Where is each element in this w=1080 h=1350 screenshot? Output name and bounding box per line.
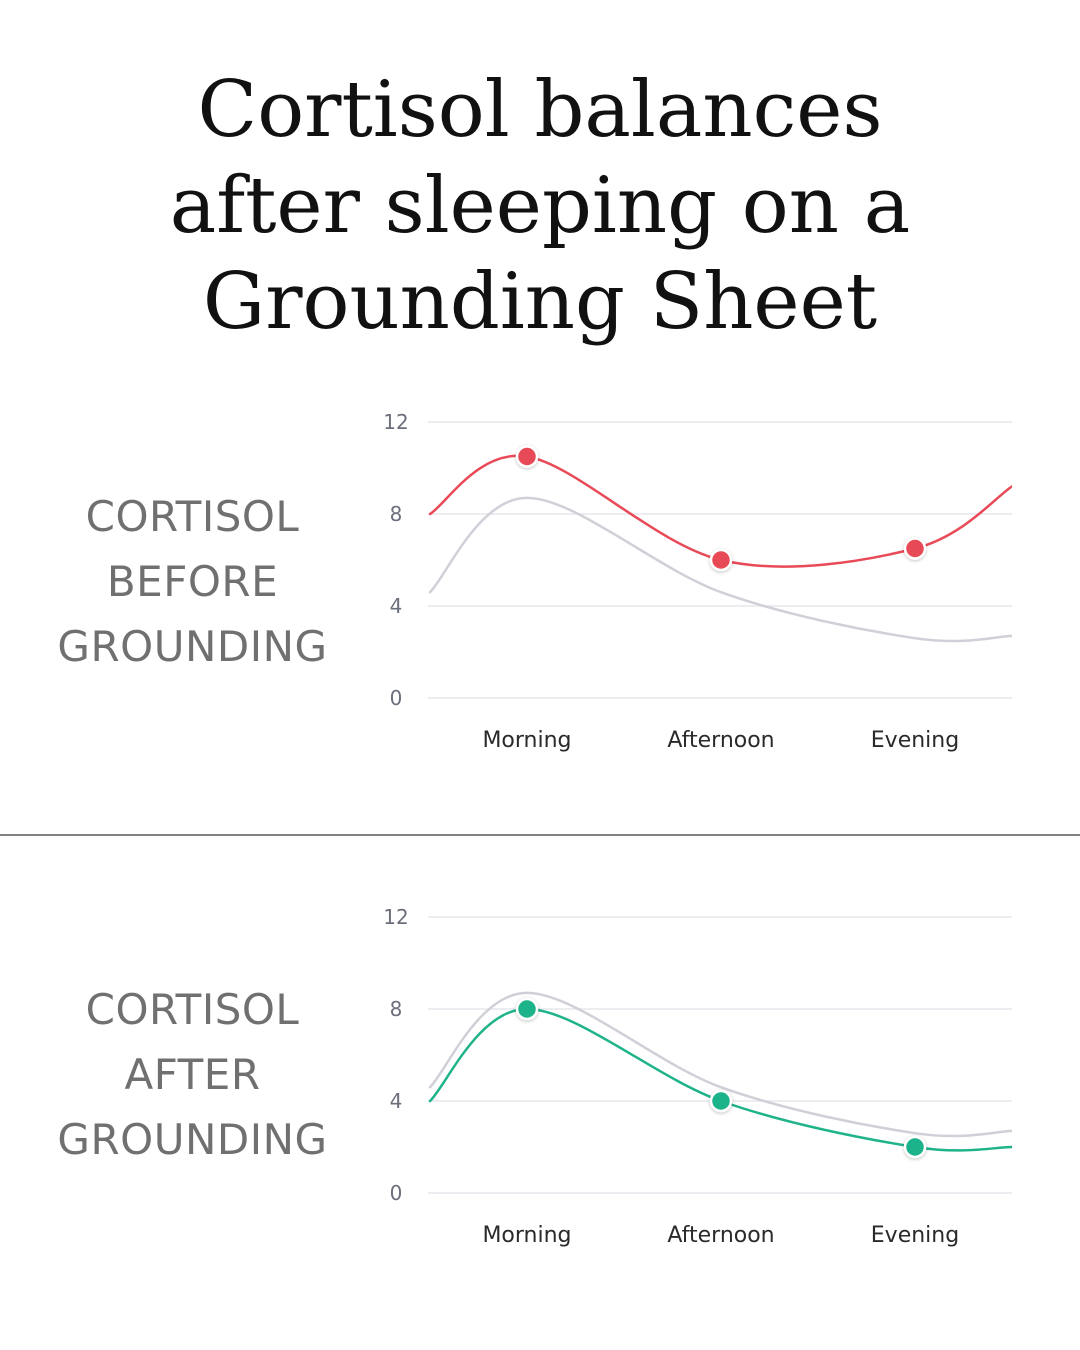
y-tick-label: 4	[389, 594, 403, 618]
x-category-label: Evening	[870, 1223, 960, 1248]
before-label-line-2: BEFORE	[106, 557, 279, 606]
data-point	[517, 999, 537, 1019]
x-category-label: Afternoon	[667, 728, 775, 753]
data-point	[905, 539, 925, 559]
x-category-label: Afternoon	[667, 1223, 775, 1248]
data-point	[905, 1137, 925, 1157]
before-grounding-panel	[0, 400, 1080, 800]
after-label-line-1: CORTISOL	[85, 985, 300, 1034]
y-tick-label: 12	[383, 905, 409, 929]
y-tick-label: 0	[389, 686, 403, 710]
x-category-label: Morning	[482, 1223, 572, 1248]
after-label-line-2: AFTER	[124, 1050, 261, 1099]
y-tick-label: 8	[389, 997, 403, 1021]
y-tick-label: 12	[383, 410, 409, 434]
before-grounding-chart	[0, 400, 1080, 800]
y-tick-label: 0	[389, 1181, 403, 1205]
before-label-line-3: GROUNDING	[57, 622, 328, 671]
title-line-3: Grounding Sheet	[202, 257, 878, 347]
after-grounding-chart	[0, 895, 1080, 1295]
title-line-2: after sleeping on a	[169, 161, 911, 251]
section-divider	[0, 834, 1080, 836]
x-category-label: Evening	[870, 728, 960, 753]
y-tick-label: 8	[389, 502, 403, 526]
data-point	[517, 447, 537, 467]
page-title	[0, 62, 1080, 350]
title-line-1: Cortisol balances	[197, 65, 883, 155]
x-category-label: Morning	[482, 728, 572, 753]
before-label-line-1: CORTISOL	[85, 492, 300, 541]
data-point	[711, 1091, 731, 1111]
data-point	[711, 550, 731, 570]
y-tick-label: 4	[389, 1089, 403, 1113]
after-grounding-panel	[0, 895, 1080, 1295]
cortisol-series-line	[430, 1009, 1012, 1150]
after-label-line-3: GROUNDING	[57, 1115, 328, 1164]
